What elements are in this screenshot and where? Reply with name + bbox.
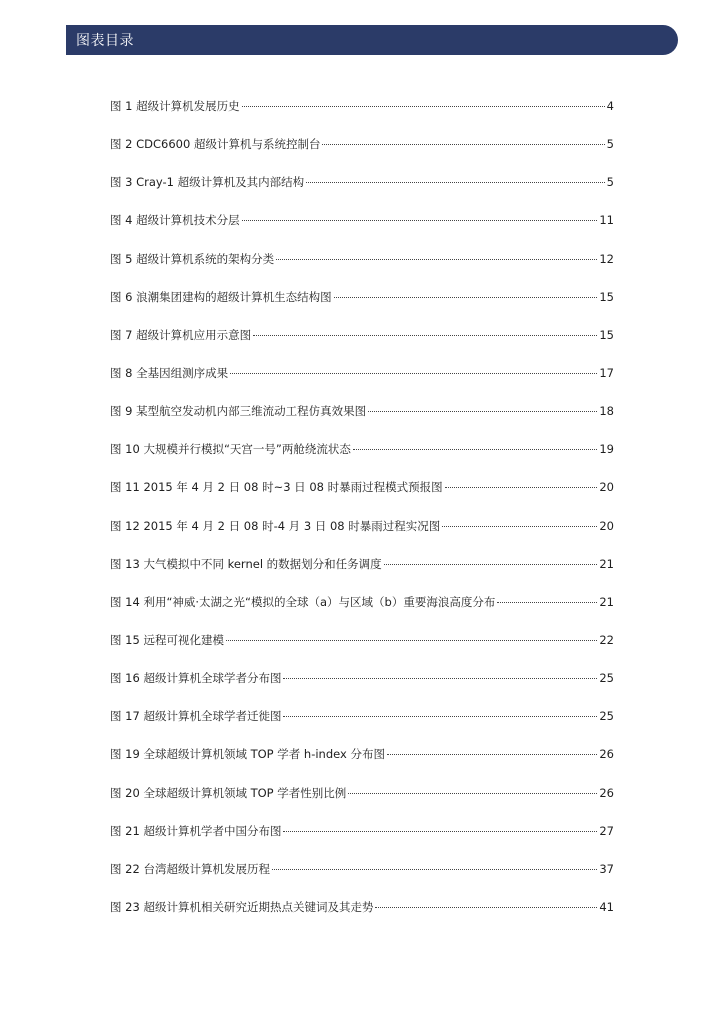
toc-entry[interactable] xyxy=(110,708,614,746)
toc-entry-label: 图 17 超级计算机全球学者迁徙图 xyxy=(110,709,282,724)
toc-entry-label: 图 16 超级计算机全球学者分布图 xyxy=(110,671,282,686)
toc-entry-label: 图 14 利用“神威·太湖之光“模拟的全球（a）与区域（b）重要海浪高度分布 xyxy=(110,594,496,609)
toc-entry-page: 12 xyxy=(599,251,614,266)
page-title: 图表目录 xyxy=(76,33,134,49)
toc-entry-label: 图 20 全球超级计算机领域 TOP 学者性别比例 xyxy=(110,785,347,800)
toc-entry[interactable] xyxy=(110,861,614,899)
dot-leader xyxy=(368,411,597,412)
toc-entry-page: 41 xyxy=(599,899,614,914)
toc-entry-page: 11 xyxy=(599,213,614,228)
dot-leader xyxy=(375,907,597,908)
header-bar xyxy=(66,25,678,55)
toc-entry[interactable] xyxy=(110,556,614,594)
toc-entry[interactable] xyxy=(110,251,614,289)
toc-entry-label: 图 15 远程可视化建模 xyxy=(110,632,224,647)
toc-entry[interactable] xyxy=(110,403,614,441)
toc-entry-page: 21 xyxy=(599,594,614,609)
dot-leader xyxy=(334,297,598,298)
dot-leader xyxy=(230,373,597,374)
dot-leader xyxy=(283,831,597,832)
toc-entry[interactable] xyxy=(110,823,614,861)
toc-list xyxy=(110,98,614,937)
toc-entry-page: 27 xyxy=(599,823,614,838)
toc-entry-label: 图 12 2015 年 4 月 2 日 08 时-4 月 3 日 08 时暴雨过程实况图 xyxy=(110,518,441,533)
toc-entry-label: 图 22 台湾超级计算机发展历程 xyxy=(110,861,270,876)
dot-leader xyxy=(276,259,597,260)
toc-entry-label: 图 5 超级计算机系统的架构分类 xyxy=(110,251,275,266)
toc-entry-label: 图 8 全基因组测序成果 xyxy=(110,365,229,380)
toc-entry-label: 图 1 超级计算机发展历史 xyxy=(110,99,240,113)
toc-entry-page: 15 xyxy=(599,289,614,304)
toc-entry[interactable] xyxy=(110,174,614,212)
dot-leader xyxy=(306,182,605,183)
dot-leader xyxy=(445,487,598,488)
toc-entry[interactable] xyxy=(110,365,614,403)
toc-entry-page: 37 xyxy=(599,861,614,876)
toc-entry-page: 26 xyxy=(599,747,614,762)
toc-entry[interactable] xyxy=(110,289,614,327)
toc-entry[interactable] xyxy=(110,670,614,708)
toc-entry-label: 图 6 浪潮集团建构的超级计算机生态结构图 xyxy=(110,289,332,304)
toc-entry-page: 5 xyxy=(606,175,614,190)
dot-leader xyxy=(272,869,597,870)
toc-entry-label: 图 10 大规模并行模拟“天宫一号”两舱绕流状态 xyxy=(110,442,351,457)
toc-entry[interactable] xyxy=(110,327,614,365)
toc-entry-label: 图 13 大气模拟中不同 kernel 的数据划分和任务调度 xyxy=(110,556,382,571)
toc-entry-page: 25 xyxy=(599,671,614,686)
toc-entry[interactable] xyxy=(110,479,614,517)
toc-entry-label: 图 2 CDC6600 超级计算机与系统控制台 xyxy=(110,137,321,152)
toc-entry[interactable] xyxy=(110,632,614,670)
toc-entry-page: 19 xyxy=(599,442,614,457)
toc-entry[interactable] xyxy=(110,212,614,250)
toc-entry[interactable] xyxy=(110,899,614,937)
dot-leader xyxy=(283,678,597,679)
toc-entry-page: 25 xyxy=(599,709,614,724)
toc-entry-label: 图 23 超级计算机相关研究近期热点关键词及其走势 xyxy=(110,899,374,914)
toc-entry-label: 图 9 某型航空发动机内部三维流动工程仿真效果图 xyxy=(110,404,367,419)
toc-entry[interactable] xyxy=(110,136,614,174)
toc-entry-label: 图 3 Cray-1 超级计算机及其内部结构 xyxy=(110,175,305,190)
toc-entry-label: 图 19 全球超级计算机领域 TOP 学者 h-index 分布图 xyxy=(110,747,385,762)
dot-leader xyxy=(283,716,597,717)
dot-leader xyxy=(242,220,598,221)
dot-leader xyxy=(387,754,597,755)
toc-entry-label: 图 4 超级计算机技术分层 xyxy=(110,213,240,228)
dot-leader xyxy=(384,564,598,565)
toc-entry-page: 4 xyxy=(606,99,614,113)
toc-entry-page: 18 xyxy=(599,404,614,419)
dot-leader xyxy=(226,640,597,641)
toc-entry[interactable] xyxy=(110,785,614,823)
toc-entry-page: 20 xyxy=(599,518,614,533)
toc-entry-page: 20 xyxy=(599,480,614,495)
dot-leader xyxy=(353,449,598,450)
toc-entry[interactable] xyxy=(110,518,614,556)
toc-entry-page: 15 xyxy=(599,327,614,342)
toc-entry[interactable] xyxy=(110,594,614,632)
toc-entry[interactable] xyxy=(110,98,614,136)
toc-entry-page: 21 xyxy=(599,556,614,571)
dot-leader xyxy=(442,526,597,527)
toc-entry-page: 17 xyxy=(599,365,614,380)
toc-entry-page: 22 xyxy=(599,632,614,647)
toc-entry[interactable] xyxy=(110,746,614,784)
toc-entry[interactable] xyxy=(110,441,614,479)
dot-leader xyxy=(348,793,597,794)
dot-leader xyxy=(242,106,605,107)
dot-leader xyxy=(322,144,604,145)
toc-entry-label: 图 11 2015 年 4 月 2 日 08 时~3 日 08 时暴雨过程模式预报图 xyxy=(110,480,443,495)
toc-entry-label: 图 21 超级计算机学者中国分布图 xyxy=(110,823,282,838)
dot-leader xyxy=(497,602,597,603)
toc-entry-page: 5 xyxy=(606,137,614,152)
dot-leader xyxy=(253,335,597,336)
toc-entry-page: 26 xyxy=(599,785,614,800)
toc-entry-label: 图 7 超级计算机应用示意图 xyxy=(110,327,252,342)
